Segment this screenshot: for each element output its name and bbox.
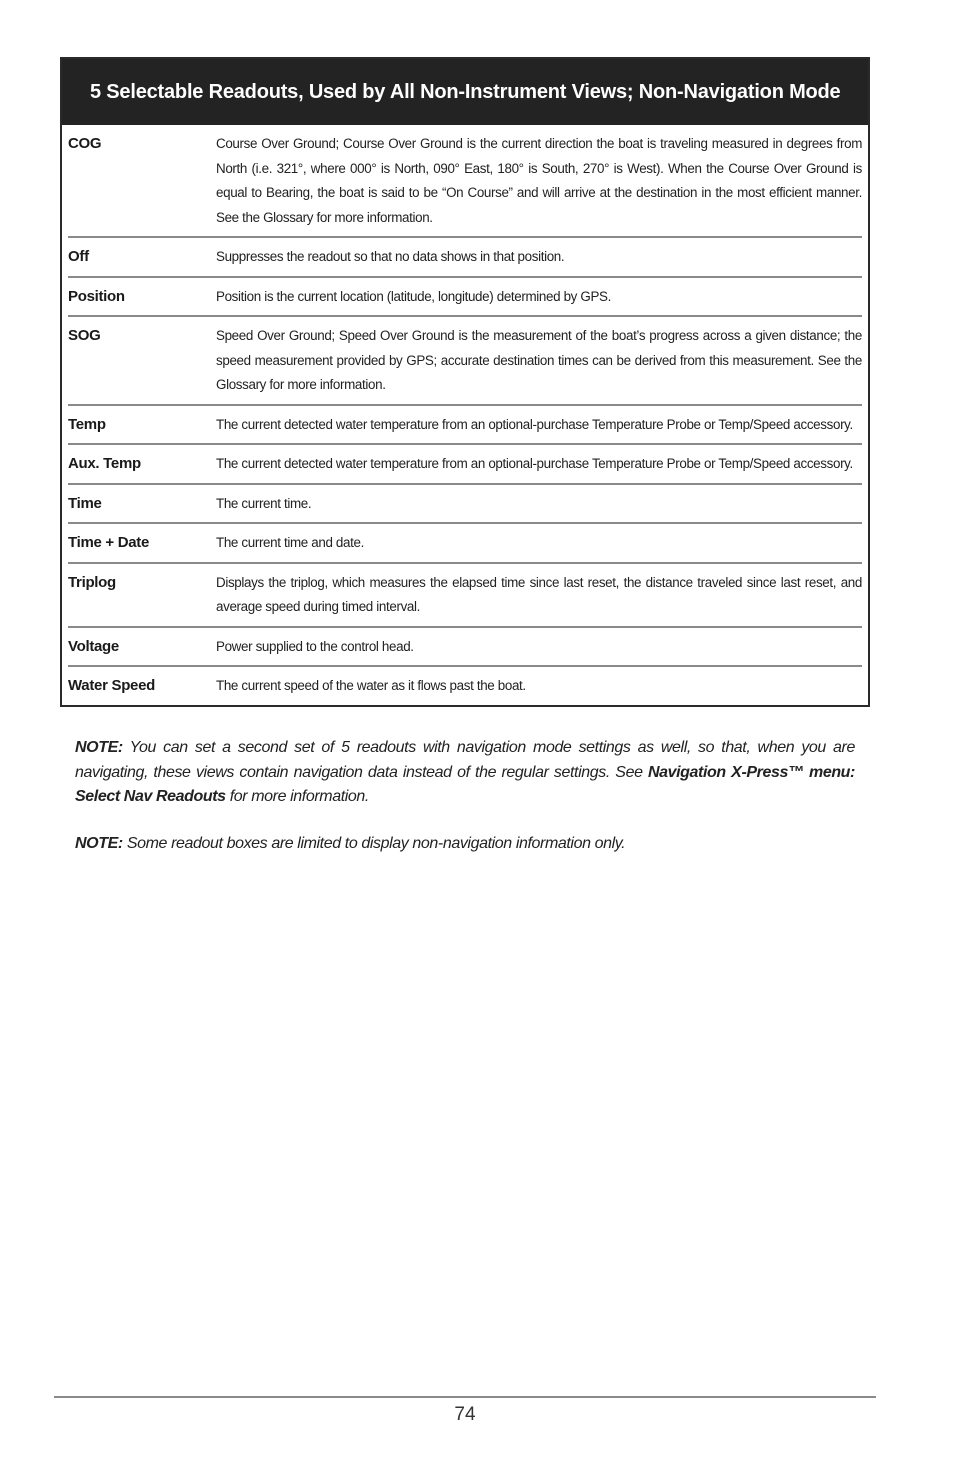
- table-row: [68, 238, 862, 278]
- note-readout-limits: [75, 832, 855, 857]
- table-row: [68, 445, 862, 485]
- row-description: The current detected water temperature from an optional-purchase Temperature Probe or Temp/Speed accessory.: [216, 456, 853, 471]
- row-description: The current speed of the water as it flows past the boat.: [216, 678, 526, 693]
- page-number: 74: [454, 1404, 476, 1425]
- row-description: Course Over Ground; Course Over Ground is the current direction the boat is traveling measured in degrees from North (i.e. 321°, where 000° is North, 090° East, 180° is South, 270° is West). When the Course Over Ground is equal to Bearing, the boat is said to be “On Course” and will arrive at the destination in the most efficient manner. See the Glossary for more information.: [216, 136, 862, 225]
- row-description: The current detected water temperature from an optional-purchase Temperature Probe or Temp/Speed accessory.: [216, 416, 853, 432]
- row-term: SOG: [68, 327, 101, 344]
- table-row: [68, 125, 862, 238]
- row-term: Position: [68, 287, 125, 305]
- table-row: [68, 524, 862, 564]
- row-description: Displays the triplog, which measures the elapsed time since last reset, the distance traveled since last reset, and average speed during timed interval.: [216, 574, 862, 614]
- row-term: Voltage: [68, 637, 119, 655]
- table-row: [68, 485, 862, 525]
- table-row: [68, 564, 862, 628]
- note-menu-reference: Navigation X-Press™ menu: Select Nav Readouts: [75, 763, 855, 805]
- row-term: Time + Date: [68, 534, 150, 551]
- footer-divider: [54, 1396, 876, 1398]
- readouts-table: [60, 57, 870, 707]
- row-description: The current time and date.: [216, 535, 364, 550]
- note-text: Some readout boxes are limited to display non-navigation information only.: [122, 834, 626, 852]
- note-navigation-readouts: [75, 736, 855, 810]
- note-text: You can set a second set of 5 readouts with navigation mode settings as well, so that, when you are navigating, these views contain navigation data instead of the regular settings. See: [75, 739, 855, 781]
- notes-section: [75, 736, 855, 878]
- row-term: Aux. Temp: [68, 455, 141, 472]
- table-title: 5 Selectable Readouts, Used by All Non-Instrument Views; Non-Navigation Mode: [62, 59, 868, 125]
- table-row: [68, 317, 862, 406]
- row-term: Off: [68, 248, 89, 265]
- row-description: The current time.: [216, 495, 312, 511]
- row-term: Time: [68, 494, 102, 512]
- row-description: Power supplied to the control head.: [216, 638, 414, 654]
- table-row: [68, 278, 862, 318]
- row-term: Triplog: [68, 573, 116, 591]
- row-term: Temp: [68, 415, 106, 433]
- table-row: [68, 628, 862, 668]
- table-rows: [62, 125, 868, 705]
- row-description: Position is the current location (latitude, longitude) determined by GPS.: [216, 288, 611, 304]
- row-description: Speed Over Ground; Speed Over Ground is the measurement of the boat’s progress across a given distance; the speed measurement provided by GPS; accurate destination times can be derived from this measurement. See the Glossary for more information.: [216, 328, 862, 392]
- table-row: [68, 406, 862, 446]
- note-text: for more information.: [225, 788, 369, 805]
- note-label: NOTE:: [75, 739, 123, 756]
- row-term: Water Speed: [68, 677, 156, 694]
- note-label: NOTE:: [75, 834, 123, 852]
- row-description: Suppresses the readout so that no data shows in that position.: [216, 249, 565, 264]
- row-term: COG: [68, 135, 102, 152]
- table-row: [68, 667, 862, 705]
